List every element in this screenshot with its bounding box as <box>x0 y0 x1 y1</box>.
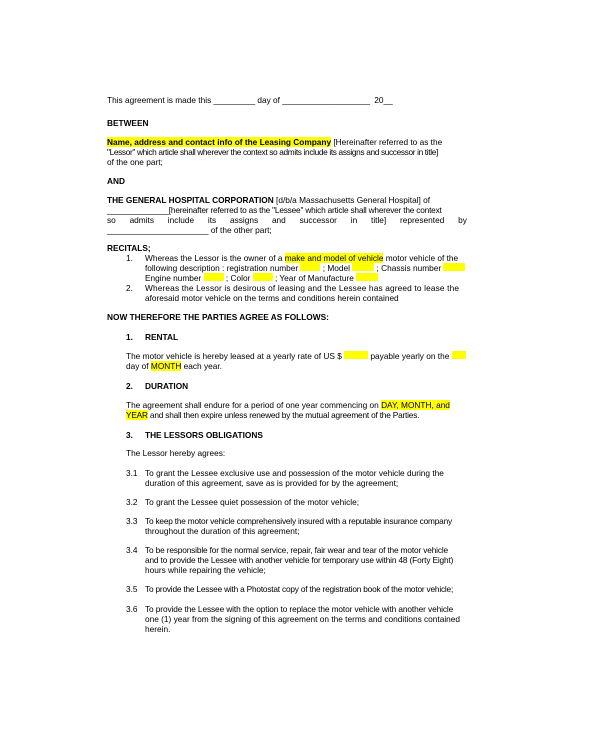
lessor-name-highlight: Name, address and contact info of the Leasing Company <box>107 137 332 147</box>
item-3-4-line-2: and to provide the Lessee with another vehicle for temporary use within 48 (Forty Eight) <box>145 555 454 565</box>
month-highlight: MONTH <box>150 361 182 371</box>
start-date-highlight: DAY, MONTH, and <box>381 400 450 410</box>
recital-2-line-2: aforesaid motor vehicle on the terms and conditions herein contained <box>145 293 399 303</box>
item-3-2-line-1: To grant the Lessee quiet possession of the motor vehicle; <box>145 497 360 507</box>
chassis-blank-highlight <box>443 263 465 271</box>
item-3-1-line-2: duration of this agreement, save as is provided for by the agreement; <box>145 478 399 488</box>
recital-2-line-1: Whereas the Lessor is desirous of leasing and the Lessee has agreed to lease the <box>145 283 460 293</box>
item-3-6-line-2: one (1) year from the signing of this agreement on the terms and conditions contained <box>145 614 461 624</box>
item-3-4-num: 3.4 <box>126 545 138 555</box>
lessee-line-2: ______________[hereinafter referred to as the "Lessee" which article shall wherever the context <box>107 205 442 215</box>
lessor-line-3: of the one part; <box>107 157 163 167</box>
item-3-4-line-1: To be responsible for the normal service, repair, fair wear and tear of the motor vehicle <box>145 545 449 555</box>
date-blank: _________ <box>213 95 256 105</box>
month-blank: ___________________ <box>282 95 370 105</box>
item-3-3-line-2: throughout the duration of this agreement; <box>145 526 300 536</box>
color-label: ; Color <box>223 273 253 283</box>
lessee-line-1 <box>107 195 485 205</box>
model-blank-highlight <box>352 263 374 271</box>
section-1-title: RENTAL <box>145 332 179 342</box>
item-3-1-num: 3.1 <box>126 468 138 478</box>
recitals-heading: RECITALS; <box>107 243 151 253</box>
rental-text-b: payable yearly on the <box>368 351 452 361</box>
section-2-title: DURATION <box>145 381 189 391</box>
item-3-6-line-1: To provide the Lessee with the option to replace the motor vehicle with another vehicle <box>145 604 454 614</box>
day-blank-highlight <box>452 351 466 359</box>
now-therefore-heading: NOW THEREFORE THE PARTIES AGREE AS FOLLOWS: <box>107 312 329 322</box>
reg-label: following description : registration number <box>145 263 301 273</box>
item-3-3-line-1: To keep the motor vehicle comprehensively insured with a reputable insurance company <box>145 516 452 526</box>
obligations-intro: The Lessor hereby agrees: <box>126 448 226 458</box>
recital-2-num: 2. <box>126 283 133 293</box>
duration-text: The agreement shall endure for a period of one year commencing on <box>126 400 382 410</box>
lessor-line-2: "Lessor" which article shall wherever the context so admits include its assigns and successor in title] <box>107 147 438 157</box>
rental-each-year: each year. <box>181 361 222 371</box>
rental-text: The motor vehicle is hereby leased at a yearly rate of US $ <box>126 351 345 361</box>
year-blank-highlight <box>356 273 378 281</box>
vehicle-model-highlight: make and model of vehicle <box>284 253 384 263</box>
recital-1-line-2 <box>145 263 485 273</box>
engine-label: Engine number <box>145 273 204 283</box>
registration-blank-highlight <box>300 263 320 271</box>
duration-line-2 <box>126 410 504 420</box>
recital-1-line-3 <box>145 273 485 283</box>
year-label: ; Year of Manufacture <box>272 273 357 283</box>
section-3-num: 3. <box>126 430 133 440</box>
year-blank: 20__ <box>374 95 393 105</box>
section-1-num: 1. <box>126 332 133 342</box>
recital-1-text: Whereas the Lessor is the owner of a <box>145 253 285 263</box>
engine-blank-highlight <box>204 273 224 281</box>
lessee-line-4: ______________________ of the other part; <box>107 225 272 235</box>
item-3-2-num: 3.2 <box>126 497 138 507</box>
recital-1-line-1 <box>145 253 485 263</box>
lessee-name: THE GENERAL HOSPITAL CORPORATION <box>107 195 274 205</box>
item-3-6-num: 3.6 <box>126 604 138 614</box>
and-heading: AND <box>107 176 125 186</box>
section-2-num: 2. <box>126 381 133 391</box>
rental-line-1 <box>126 351 485 361</box>
item-3-3-num: 3.3 <box>126 516 138 526</box>
between-heading: BETWEEN <box>107 118 149 128</box>
intro-line <box>107 95 485 105</box>
recital-1-text-b: motor vehicle of the <box>383 253 459 263</box>
lessee-rest: [d/b/a Massachusetts General Hospital] of <box>273 195 431 205</box>
intro-dayof: day of <box>255 95 280 105</box>
intro-text: This agreement is made this <box>107 95 212 105</box>
color-blank-highlight <box>253 273 273 281</box>
section-3-title: THE LESSORS OBLIGATIONS <box>145 430 263 440</box>
chassis-label: ; Chassis number <box>374 263 444 273</box>
item-3-1-line-1: To grant the Lessee exclusive use and possession of the motor vehicle during the <box>145 468 444 478</box>
lessor-rest: [Hereinafter referred to as the <box>331 137 443 147</box>
model-label: ; Model <box>320 263 353 273</box>
duration-text-b: and shall then expire unless renewed by the mutual agreement of the Parties. <box>147 410 420 420</box>
lessor-line-1 <box>107 137 485 147</box>
rate-blank-highlight <box>344 351 368 359</box>
item-3-5-num: 3.5 <box>126 584 138 594</box>
item-3-5-line-1: To provide the Lessee with a Photostat copy of the registration book of the motor vehicle; <box>145 584 454 594</box>
item-3-4-line-3: hours while repairing the vehicle; <box>145 565 266 575</box>
rental-line-2 <box>126 361 504 371</box>
year-highlight: YEAR <box>126 410 148 420</box>
recital-1-num: 1. <box>126 253 133 263</box>
rental-dayof: day of <box>126 361 151 371</box>
item-3-6-line-3: herein. <box>145 624 171 634</box>
duration-line-1 <box>126 400 485 410</box>
lessee-line-3: so admits include its assigns and successor in title] represented by <box>107 215 467 225</box>
